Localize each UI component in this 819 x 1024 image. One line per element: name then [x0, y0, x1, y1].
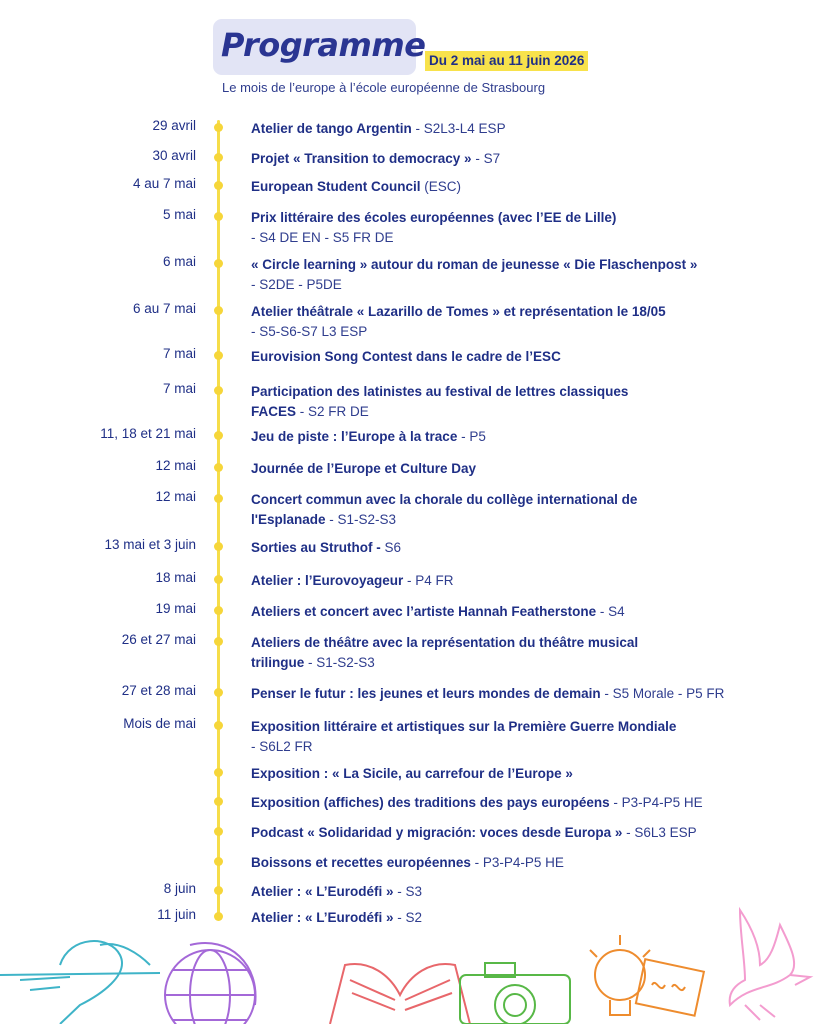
timeline-dot — [214, 494, 223, 503]
event-item — [251, 382, 791, 422]
event-classes: - S1-S2-S3 — [325, 512, 397, 527]
event-date: 13 mai et 3 juin — [104, 537, 196, 552]
event-title: Prix littéraire des écoles européennes (avec l’EE de Lille) — [251, 210, 617, 225]
event-item — [251, 853, 791, 873]
event-date: 7 mai — [162, 381, 196, 396]
event-classes: - S1-S2-S3 — [304, 655, 375, 670]
event-title: Atelier : « L’Eurodéfi » — [251, 884, 394, 899]
event-classes: (ESC) — [420, 179, 462, 194]
camera-icon — [460, 963, 570, 1024]
event-classes: S6 — [380, 540, 402, 555]
event-title: Penser le futur : les jeunes et leurs mondes de demain — [251, 686, 601, 701]
dove-icon — [730, 910, 810, 1020]
event-title: Ateliers de théâtre avec la représentation du théâtre musical — [251, 635, 639, 650]
event-item — [251, 717, 791, 757]
decorative-illustrations — [0, 905, 819, 1024]
event-classes: - S3 — [393, 884, 423, 899]
event-classes: - S5-S6-S7 L3 ESP — [251, 324, 368, 339]
event-title: Jeu de piste : l’Europe à la trace — [251, 429, 458, 444]
event-item — [251, 302, 791, 342]
event-title: Participation des latinistes au festival de lettres classiques — [251, 384, 629, 399]
page-subtitle: Le mois de l’europe à l’école européenne de Strasbourg — [222, 80, 546, 95]
event-title: « Circle learning » autour du roman de jeunesse « Die Flaschenpost » — [251, 257, 698, 272]
event-date: 6 au 7 mai — [132, 301, 196, 316]
event-classes: - S2DE - P5DE — [251, 277, 342, 292]
event-item — [251, 459, 791, 479]
event-title: Boissons et recettes européennes — [251, 855, 471, 870]
event-date: 18 mai — [155, 570, 196, 585]
event-item — [251, 255, 791, 295]
event-date: 4 au 7 mai — [132, 176, 196, 191]
event-item — [251, 764, 791, 784]
timeline-dot — [214, 463, 223, 472]
event-classes: - S7 — [471, 151, 501, 166]
globe-icon — [165, 943, 256, 1024]
event-title: Concert commun avec la chorale du collège international de — [251, 492, 638, 507]
timeline-dot — [214, 351, 223, 360]
event-title: Atelier de tango Argentin — [251, 121, 412, 136]
event-classes: - P3-P4-P5 HE — [609, 795, 703, 810]
event-classes: - P4 FR — [403, 573, 454, 588]
event-title-continued: FACES — [251, 404, 297, 419]
event-classes: - S6L2 FR — [251, 739, 313, 754]
event-classes: - P3-P4-P5 HE — [470, 855, 564, 870]
event-classes: - S2L3-L4 ESP — [411, 121, 506, 136]
timeline-dot — [214, 606, 223, 615]
event-date: 11, 18 et 21 mai — [100, 426, 196, 441]
event-item — [251, 177, 791, 197]
event-item — [251, 427, 791, 447]
event-date: 11 juin — [157, 907, 196, 922]
event-item — [251, 538, 791, 558]
timeline-dot — [214, 542, 223, 551]
timeline-dot — [214, 181, 223, 190]
event-classes: - S5 Morale - P5 FR — [600, 686, 725, 701]
timeline-dot — [214, 797, 223, 806]
timeline-dot — [214, 637, 223, 646]
event-item — [251, 602, 791, 622]
event-title: Sorties au Struthof - — [251, 540, 381, 555]
event-item — [251, 633, 791, 673]
event-date: 12 mai — [155, 489, 196, 504]
event-classes: - S4 — [596, 604, 625, 619]
event-title: Exposition : « La Sicile, au carrefour de l’Europe » — [251, 766, 573, 781]
event-item — [251, 571, 791, 591]
event-classes: - P5 — [457, 429, 486, 444]
hand-writing-icon — [0, 941, 160, 1024]
timeline-dot — [214, 306, 223, 315]
event-item — [251, 490, 791, 530]
event-date: 27 et 28 mai — [121, 683, 196, 698]
event-title: European Student Council — [251, 179, 421, 194]
event-item — [251, 208, 791, 248]
event-item — [251, 882, 791, 902]
event-title: Atelier : l’Eurovoyageur — [251, 573, 404, 588]
event-item — [251, 823, 791, 843]
event-date: 30 avril — [152, 148, 196, 163]
page-title: Programme — [221, 26, 426, 64]
event-title: Atelier : « L’Eurodéfi » — [251, 910, 394, 925]
event-title: Atelier théâtrale « Lazarillo de Tomes » et représentation le 18/05 — [251, 304, 666, 319]
event-item — [251, 119, 791, 139]
event-item — [251, 347, 791, 367]
timeline-dot — [214, 431, 223, 440]
date-range-badge: Du 2 mai au 11 juin 2026 — [425, 51, 588, 71]
timeline-dot — [214, 259, 223, 268]
event-date: 29 avril — [152, 118, 196, 133]
event-title-continued: trilingue — [251, 655, 305, 670]
timeline-dot — [214, 386, 223, 395]
event-title: Journée de l’Europe et Culture Day — [251, 461, 477, 476]
event-title: Podcast « Solidaridad y migración: voces desde Europa » — [251, 825, 623, 840]
event-classes: - S2 — [393, 910, 423, 925]
event-title: Projet « Transition to democracy » — [251, 151, 472, 166]
lightbulb-icon — [590, 935, 704, 1016]
event-date: Mois de mai — [123, 716, 196, 731]
event-title: Exposition littéraire et artistiques sur la Première Guerre Mondiale — [251, 719, 677, 734]
event-date: 5 mai — [162, 207, 196, 222]
event-date: 26 et 27 mai — [121, 632, 196, 647]
event-title-continued: l'Esplanade — [251, 512, 326, 527]
event-date: 7 mai — [162, 346, 196, 361]
event-classes: - S6L3 ESP — [622, 825, 697, 840]
event-date: 19 mai — [155, 601, 196, 616]
timeline-dot — [214, 688, 223, 697]
event-classes: - S2 FR DE — [296, 404, 369, 419]
event-item — [251, 149, 791, 169]
event-classes: - S4 DE EN - S5 FR DE — [251, 230, 394, 245]
event-item — [251, 793, 791, 813]
timeline-dot — [214, 857, 223, 866]
timeline-dot — [214, 153, 223, 162]
timeline-dot — [214, 768, 223, 777]
timeline-dot — [214, 575, 223, 584]
event-title: Ateliers et concert avec l’artiste Hannah Featherstone — [251, 604, 597, 619]
timeline-dot — [214, 123, 223, 132]
timeline-dot — [214, 212, 223, 221]
event-title: Exposition (affiches) des traditions des pays européens — [251, 795, 610, 810]
open-book-icon — [330, 964, 470, 1024]
timeline-dot — [214, 886, 223, 895]
timeline-dot — [214, 827, 223, 836]
event-title: Eurovision Song Contest dans le cadre de l’ESC — [251, 349, 561, 364]
timeline-dot — [214, 721, 223, 730]
event-date: 8 juin — [163, 881, 196, 896]
event-date: 6 mai — [162, 254, 196, 269]
event-date: 12 mai — [155, 458, 196, 473]
event-item — [251, 684, 791, 704]
